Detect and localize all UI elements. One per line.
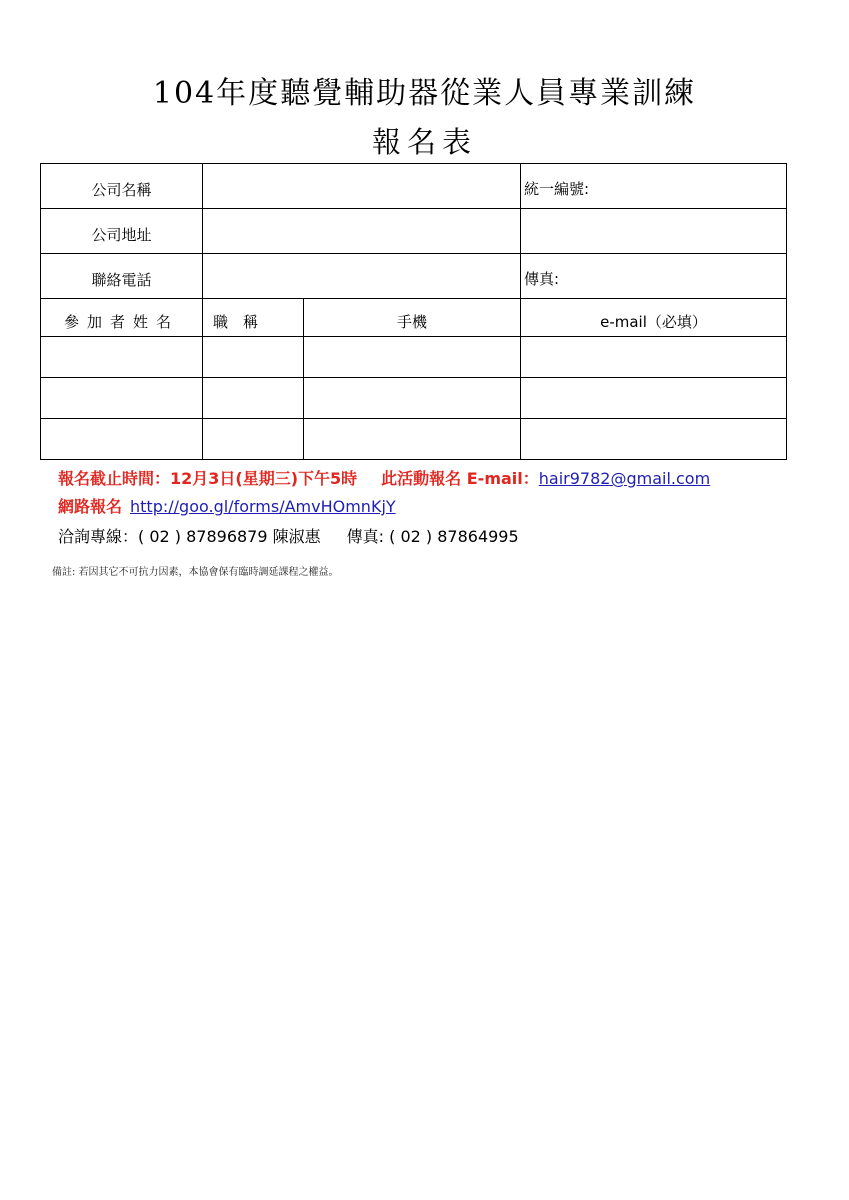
header-participant-name-text: 參加者姓名 (63, 313, 179, 331)
registration-email-link[interactable]: hair9782@gmail.com (538, 469, 711, 488)
online-registration-link[interactable]: http://goo.gl/forms/AmvHOmnKjY (130, 497, 396, 516)
participant-name-input[interactable] (41, 419, 203, 460)
phone-label-cell (41, 254, 203, 299)
contact-phone-text: 洽詢專線：( 02 ) 87896879 陳淑惠 (58, 527, 321, 546)
header-email (521, 299, 787, 337)
company-address-extra-cell[interactable] (521, 209, 787, 254)
phone-input[interactable] (203, 254, 521, 299)
header-mobile-text: 手機 (396, 313, 427, 331)
tax-id-cell[interactable] (521, 164, 787, 209)
participant-header-row (41, 299, 787, 337)
participant-email-input[interactable] (521, 378, 787, 419)
company-name-row (41, 164, 787, 209)
contact-line (58, 524, 519, 547)
participant-title-input[interactable] (203, 419, 304, 460)
tax-id-label: 統一編號: (524, 180, 590, 198)
company-name-label-cell (41, 164, 203, 209)
header-job-title-text: 職 稱 (213, 313, 259, 331)
company-address-label-cell (41, 209, 203, 254)
participant-email-input[interactable] (521, 419, 787, 460)
participant-name-input[interactable] (41, 378, 203, 419)
company-address-input[interactable] (203, 209, 521, 254)
participant-mobile-input[interactable] (304, 378, 521, 419)
header-participant-name (41, 299, 203, 337)
online-registration-line (58, 494, 396, 517)
participant-title-input[interactable] (203, 378, 304, 419)
header-email-text: e-mail（必填） (600, 313, 707, 331)
header-mobile (304, 299, 521, 337)
contact-phone-row (41, 254, 787, 299)
contact-fax-text: 傳真: ( 02 ) 87864995 (346, 527, 519, 546)
participant-row (41, 419, 787, 460)
fax-cell[interactable] (521, 254, 787, 299)
remark-note: 備註: 若因其它不可抗力因素，本協會保有臨時調延課程之權益。 (52, 567, 339, 578)
company-address-label: 公司地址 (91, 225, 152, 244)
phone-label: 聯絡電話 (91, 270, 152, 289)
email-label: 此活動報名 E-mail： (381, 469, 539, 488)
fax-label: 傳真: (524, 270, 560, 288)
header-job-title (203, 299, 304, 337)
company-address-row (41, 209, 787, 254)
form-title: 104年度聽覺輔助器從業人員專業訓練 (152, 76, 697, 111)
online-registration-label: 網路報名 (58, 497, 123, 516)
participant-title-input[interactable] (203, 337, 304, 378)
company-name-input[interactable] (203, 164, 521, 209)
registration-table (40, 163, 787, 460)
participant-row (41, 337, 787, 378)
participant-name-input[interactable] (41, 337, 203, 378)
participant-mobile-input[interactable] (304, 337, 521, 378)
participant-mobile-input[interactable] (304, 419, 521, 460)
deadline-text: 報名截止時間：12月3日(星期三)下午5時 (58, 469, 358, 488)
participant-email-input[interactable] (521, 337, 787, 378)
participant-row (41, 378, 787, 419)
deadline-line (58, 466, 710, 489)
company-name-label: 公司名稱 (91, 180, 152, 199)
form-subtitle: 報名表 (371, 125, 477, 159)
